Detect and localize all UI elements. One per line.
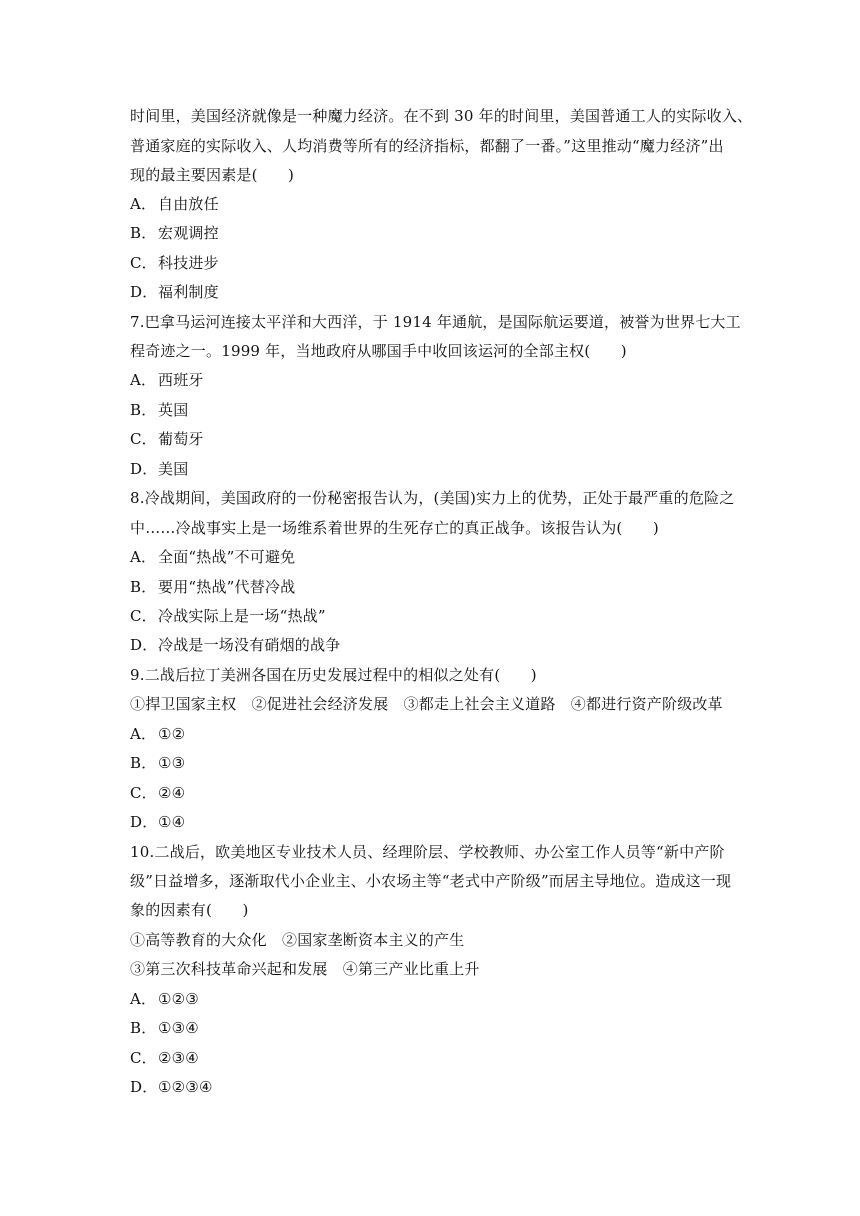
option-text: ②④	[158, 784, 186, 802]
question-9-statements: ①捍卫国家主权 ②促进社会经济发展 ③都走上社会主义道路 ④都进行资产阶级改革	[130, 695, 723, 713]
question-6-option-b[interactable]	[130, 223, 219, 243]
option-text: 全面“热战”不可避免	[158, 548, 296, 566]
option-text: ①②	[158, 725, 186, 743]
option-text: 科技进步	[158, 254, 219, 272]
option-letter: A．	[130, 371, 157, 389]
option-letter: B．	[130, 224, 157, 242]
question-10-stem-line: 象的因素有( )	[130, 901, 249, 919]
question-8-option-a[interactable]	[130, 547, 295, 567]
question-9-option-c[interactable]	[130, 783, 185, 803]
question-8-option-c[interactable]	[130, 606, 326, 626]
option-text: ①③④	[158, 1019, 199, 1037]
question-6-stem-line: 时间里，美国经济就像是一种魔力经济。在不到 30 年的时间里，美国普通工人的实际收入、	[130, 107, 753, 125]
option-letter: C．	[130, 784, 157, 802]
question-10-option-c[interactable]	[130, 1048, 199, 1068]
option-letter: A．	[130, 990, 157, 1008]
question-9-stem-line: 9.二战后拉丁美洲各国在历史发展过程中的相似之处有( )	[130, 666, 537, 684]
question-8-stem-line: 8.冷战期间，美国政府的一份秘密报告认为，(美国)实力上的优势，正处于最严重的危险之	[130, 489, 735, 507]
option-text: 西班牙	[158, 371, 204, 389]
question-7-stem-line: 7.巴拿马运河连接太平洋和大西洋，于 1914 年通航，是国际航运要道，被誉为世界七大工	[130, 313, 741, 331]
question-10-option-b[interactable]	[130, 1018, 199, 1038]
option-text: 冷战实际上是一场“热战”	[158, 607, 326, 625]
question-10-stem-line: 10.二战后，欧美地区专业技术人员、经理阶层、学校教师、办公室工作人员等“新中产阶	[130, 843, 725, 861]
question-10-option-a[interactable]	[130, 989, 199, 1009]
option-letter: B．	[130, 578, 157, 596]
option-letter: D．	[130, 636, 158, 654]
option-letter: C．	[130, 254, 157, 272]
option-text: 英国	[158, 401, 189, 419]
option-text: 美国	[158, 460, 189, 478]
option-letter: D．	[130, 813, 158, 831]
option-text: ②③④	[158, 1049, 199, 1067]
option-text: ①②③	[158, 990, 199, 1008]
question-10-stem-line: 级”日益增多，逐渐取代小企业主、小农场主等“老式中产阶级”而居主导地位。造成这一现	[130, 872, 732, 890]
option-letter: B．	[130, 1019, 157, 1037]
option-letter: D．	[130, 283, 158, 301]
question-8-stem-line: 中……冷战事实上是一场维系着世界的生死存亡的真正战争。该报告认为( )	[130, 519, 659, 537]
question-6-option-c[interactable]	[130, 253, 219, 273]
question-10-statements: ①高等教育的大众化 ②国家垄断资本主义的产生	[130, 931, 465, 949]
question-7-option-b[interactable]	[130, 400, 188, 420]
option-letter: C．	[130, 607, 157, 625]
question-6-stem-line: 现的最主要因素是( )	[130, 166, 295, 184]
question-10-option-d[interactable]	[130, 1077, 213, 1097]
question-9-option-d[interactable]	[130, 812, 185, 832]
option-letter: B．	[130, 401, 157, 419]
question-7-stem-line: 程奇迹之一。1999 年，当地政府从哪国手中收回该运河的全部主权( )	[130, 342, 627, 360]
option-letter: D．	[130, 1078, 158, 1096]
option-letter: D．	[130, 460, 158, 478]
option-text: 葡萄牙	[158, 430, 204, 448]
option-text: ①④	[158, 813, 186, 831]
option-text: ①③	[158, 754, 186, 772]
question-7-option-a[interactable]	[130, 370, 204, 390]
question-9-option-b[interactable]	[130, 753, 185, 773]
question-8-option-d[interactable]	[130, 635, 340, 655]
question-7-option-d[interactable]	[130, 459, 188, 479]
option-letter: B．	[130, 754, 157, 772]
question-8-option-b[interactable]	[130, 577, 295, 597]
option-letter: A．	[130, 195, 157, 213]
option-text: 冷战是一场没有硝烟的战争	[158, 636, 341, 654]
question-6-stem-line: 普通家庭的实际收入、人均消费等所有的经济指标，都翻了一番。”这里推动“魔力经济”出	[130, 137, 724, 155]
option-text: ①②③④	[158, 1078, 213, 1096]
option-letter: A．	[130, 548, 157, 566]
option-letter: A．	[130, 725, 157, 743]
question-7-option-c[interactable]	[130, 429, 204, 449]
option-letter: C．	[130, 1049, 157, 1067]
question-6-option-d[interactable]	[130, 282, 219, 302]
question-9-option-a[interactable]	[130, 724, 185, 744]
option-text: 要用“热战”代替冷战	[158, 578, 296, 596]
question-6-option-a[interactable]	[130, 194, 219, 214]
option-text: 福利制度	[158, 283, 219, 301]
option-text: 宏观调控	[158, 224, 219, 242]
option-text: 自由放任	[158, 195, 219, 213]
question-10-statements: ③第三次科技革命兴起和发展 ④第三产业比重上升	[130, 960, 480, 978]
option-letter: C．	[130, 430, 157, 448]
